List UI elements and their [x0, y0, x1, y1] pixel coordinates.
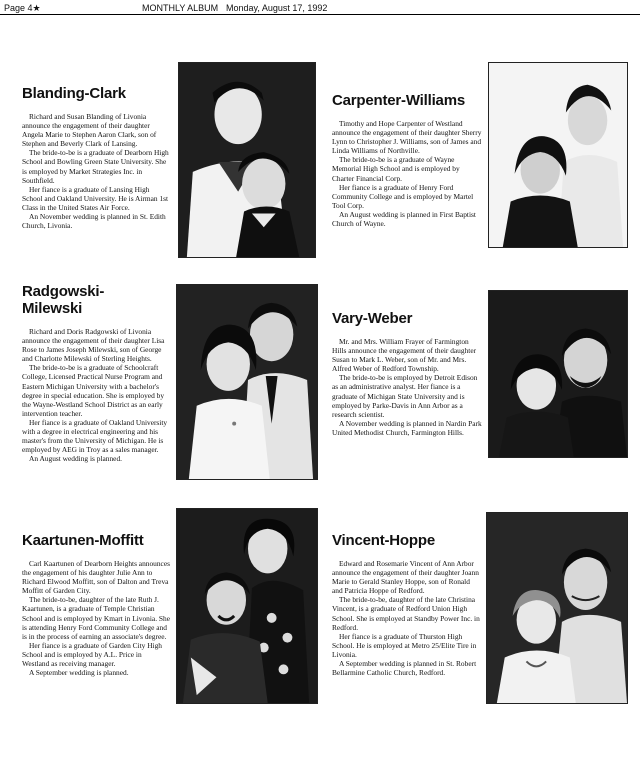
- couple-photo-vincent-hoppe: [486, 512, 628, 704]
- paragraph: Her fiance is a graduate of Thurston High School. He is employed at Metro 25/Elite Tire in Livonia.: [332, 631, 477, 659]
- paragraph: Her fiance is a graduate of Oakland University with a degree in electrical engineering and his master's from the University of Michigan. He is employed by AEG in Troy as a sales manager.: [22, 417, 168, 455]
- couple-photo-kaartunen-moffitt: [176, 508, 318, 704]
- announcement-vincent-hoppe: [332, 532, 482, 677]
- photo-image: [177, 509, 317, 703]
- announcement-title: Vincent-Hoppe: [332, 532, 435, 549]
- photo-image: [179, 63, 315, 257]
- paragraph: Her fiance is a graduate of Garden City High School and is employed by A.L. Price in Westland as receiving manager.: [22, 640, 162, 669]
- paragraph: A November wedding is planned in Nardin Park United Methodist Church, Farmington Hills.: [332, 418, 482, 437]
- announcement-carpenter-williams: [332, 92, 482, 228]
- announcement-text: [332, 559, 482, 677]
- paragraph: The bride-to-be is a graduate of Schoolcraft College, Licensed Practical Nurse Program and Eastern Michigan University with a bachelor's degree in special education. She is employed by the Wayne-Westland School District as an early intervention teacher.: [22, 363, 165, 418]
- announcement-text: [22, 559, 170, 677]
- announcement-kaartunen-moffitt: [22, 532, 170, 677]
- header-rule: [0, 14, 640, 15]
- paragraph: Carl Kaartunen of Dearborn Heights announces the engagement of his daughter Julie Ann to Richard Elwood Moffitt, son of Dalton and Treva Moffitt of Garden City.: [22, 559, 170, 596]
- announcement-text: [22, 112, 170, 230]
- photo-image: [489, 291, 627, 457]
- paragraph: An August wedding is planned in First Baptist Church of Wayne.: [332, 209, 476, 229]
- announcement-blanding-clark: [22, 85, 170, 230]
- paragraph: The bride-to-be, daughter of the late Christina Vincent, is a graduate of Redford Union High School. She is employed at Standby Power Inc. in Redford.: [332, 595, 480, 632]
- paragraph: Mr. and Mrs. William Frayer of Farmington Hills announce the engagement of their daughter Susan to Mark L. Weber, son of Mr. and Mrs. Alfred Weber of Redford Township.: [332, 337, 477, 374]
- announcement-text: [332, 337, 482, 437]
- paragraph: The bride-to-be, daughter of the late Ruth J. Kaartunen, is a graduate of Temple Christian School and is employed by Kmart in Livonia. She is attending Henry Ford Community College and is in the process of earning an associate's degree.: [22, 595, 170, 641]
- paragraph: Richard and Susan Blanding of Livonia announce the engagement of their daughter Angela Marie to Stephen Aaron Clark, son of Stephen and Beverly Clark of Lansing.: [22, 112, 157, 149]
- paragraph: The bride-to-be is a graduate of Dearborn High School and Bowling Green State University. She is employed by Market Strategies Inc. in Southfield.: [22, 148, 169, 185]
- paragraph: Her fiance is a graduate of Henry Ford Community College and is employed by Martel Tool Corp.: [332, 182, 474, 210]
- page-header: [0, 0, 640, 14]
- paragraph: A September wedding is planned.: [29, 668, 129, 678]
- announcement-title: Blanding-Clark: [22, 85, 126, 102]
- photo-image: [489, 63, 627, 247]
- announcement-title: Kaartunen-Moffitt: [22, 532, 144, 549]
- couple-photo-vary-weber: [488, 290, 628, 458]
- announcement-vary-weber: [332, 310, 482, 437]
- announcement-radgowski-milewski: [22, 283, 170, 463]
- announcement-text: [332, 119, 482, 228]
- announcement-title: [22, 283, 170, 317]
- paragraph: Her fiance is a graduate of Lansing High School and Oakland University. He is Airman 1st Class in the United States Air Force.: [22, 184, 169, 212]
- paragraph: Timothy and Hope Carpenter of Westland announce the engagement of their daughter Sherry Lynn to Christopher J. Williams, son of James and Linda Williams of Northville.: [332, 119, 482, 156]
- paragraph: Edward and Rosemarie Vincent of Ann Arbor announce the engagement of their daughter Joann Marie to Gerald Stanley Hoppe, son of Ronald and Patricia Hoppe of Redford.: [332, 559, 479, 596]
- paragraph: A September wedding is planned in St. Robert Bellarmine Catholic Church, Redford.: [332, 659, 477, 678]
- title-line: Radgowski-: [22, 283, 105, 300]
- announcement-text: [22, 327, 170, 463]
- couple-photo-carpenter-williams: [488, 62, 628, 248]
- announcement-title: Vary-Weber: [332, 310, 413, 327]
- couple-photo-radgowski-milewski: [176, 284, 318, 480]
- paragraph: Richard and Doris Radgowski of Livonia announce the engagement of their daughter Lisa Rose to James Joseph Milewski, son of George and Charlotte Milewski of Sterling Heights.: [22, 327, 165, 364]
- couple-photo-blanding-clark: [178, 62, 316, 258]
- issue-date: Monday, August 17, 1992: [226, 3, 328, 13]
- paragraph: An November wedding is planned in St. Edith Church, Livonia.: [22, 212, 166, 231]
- section-name: MONTHLY ALBUM: [142, 3, 219, 13]
- page-number: Page 4★: [4, 3, 41, 13]
- paragraph: An August wedding is planned.: [29, 454, 122, 464]
- paragraph: The bride-to-be is employed by Detroit Edison as an administrative analyst. Her fiance is a graduate of Michigan State University and is employed by Parke-Davis in Ann Arbor as a research scientist.: [332, 373, 478, 419]
- photo-image: [177, 285, 317, 479]
- announcement-title: Carpenter-Williams: [332, 92, 465, 109]
- photo-image: [487, 513, 627, 703]
- paragraph: The bride-to-be is a graduate of Wayne Memorial High School and is employed by Charter Financial Corp.: [332, 155, 460, 183]
- title-line: Milewski: [22, 300, 83, 317]
